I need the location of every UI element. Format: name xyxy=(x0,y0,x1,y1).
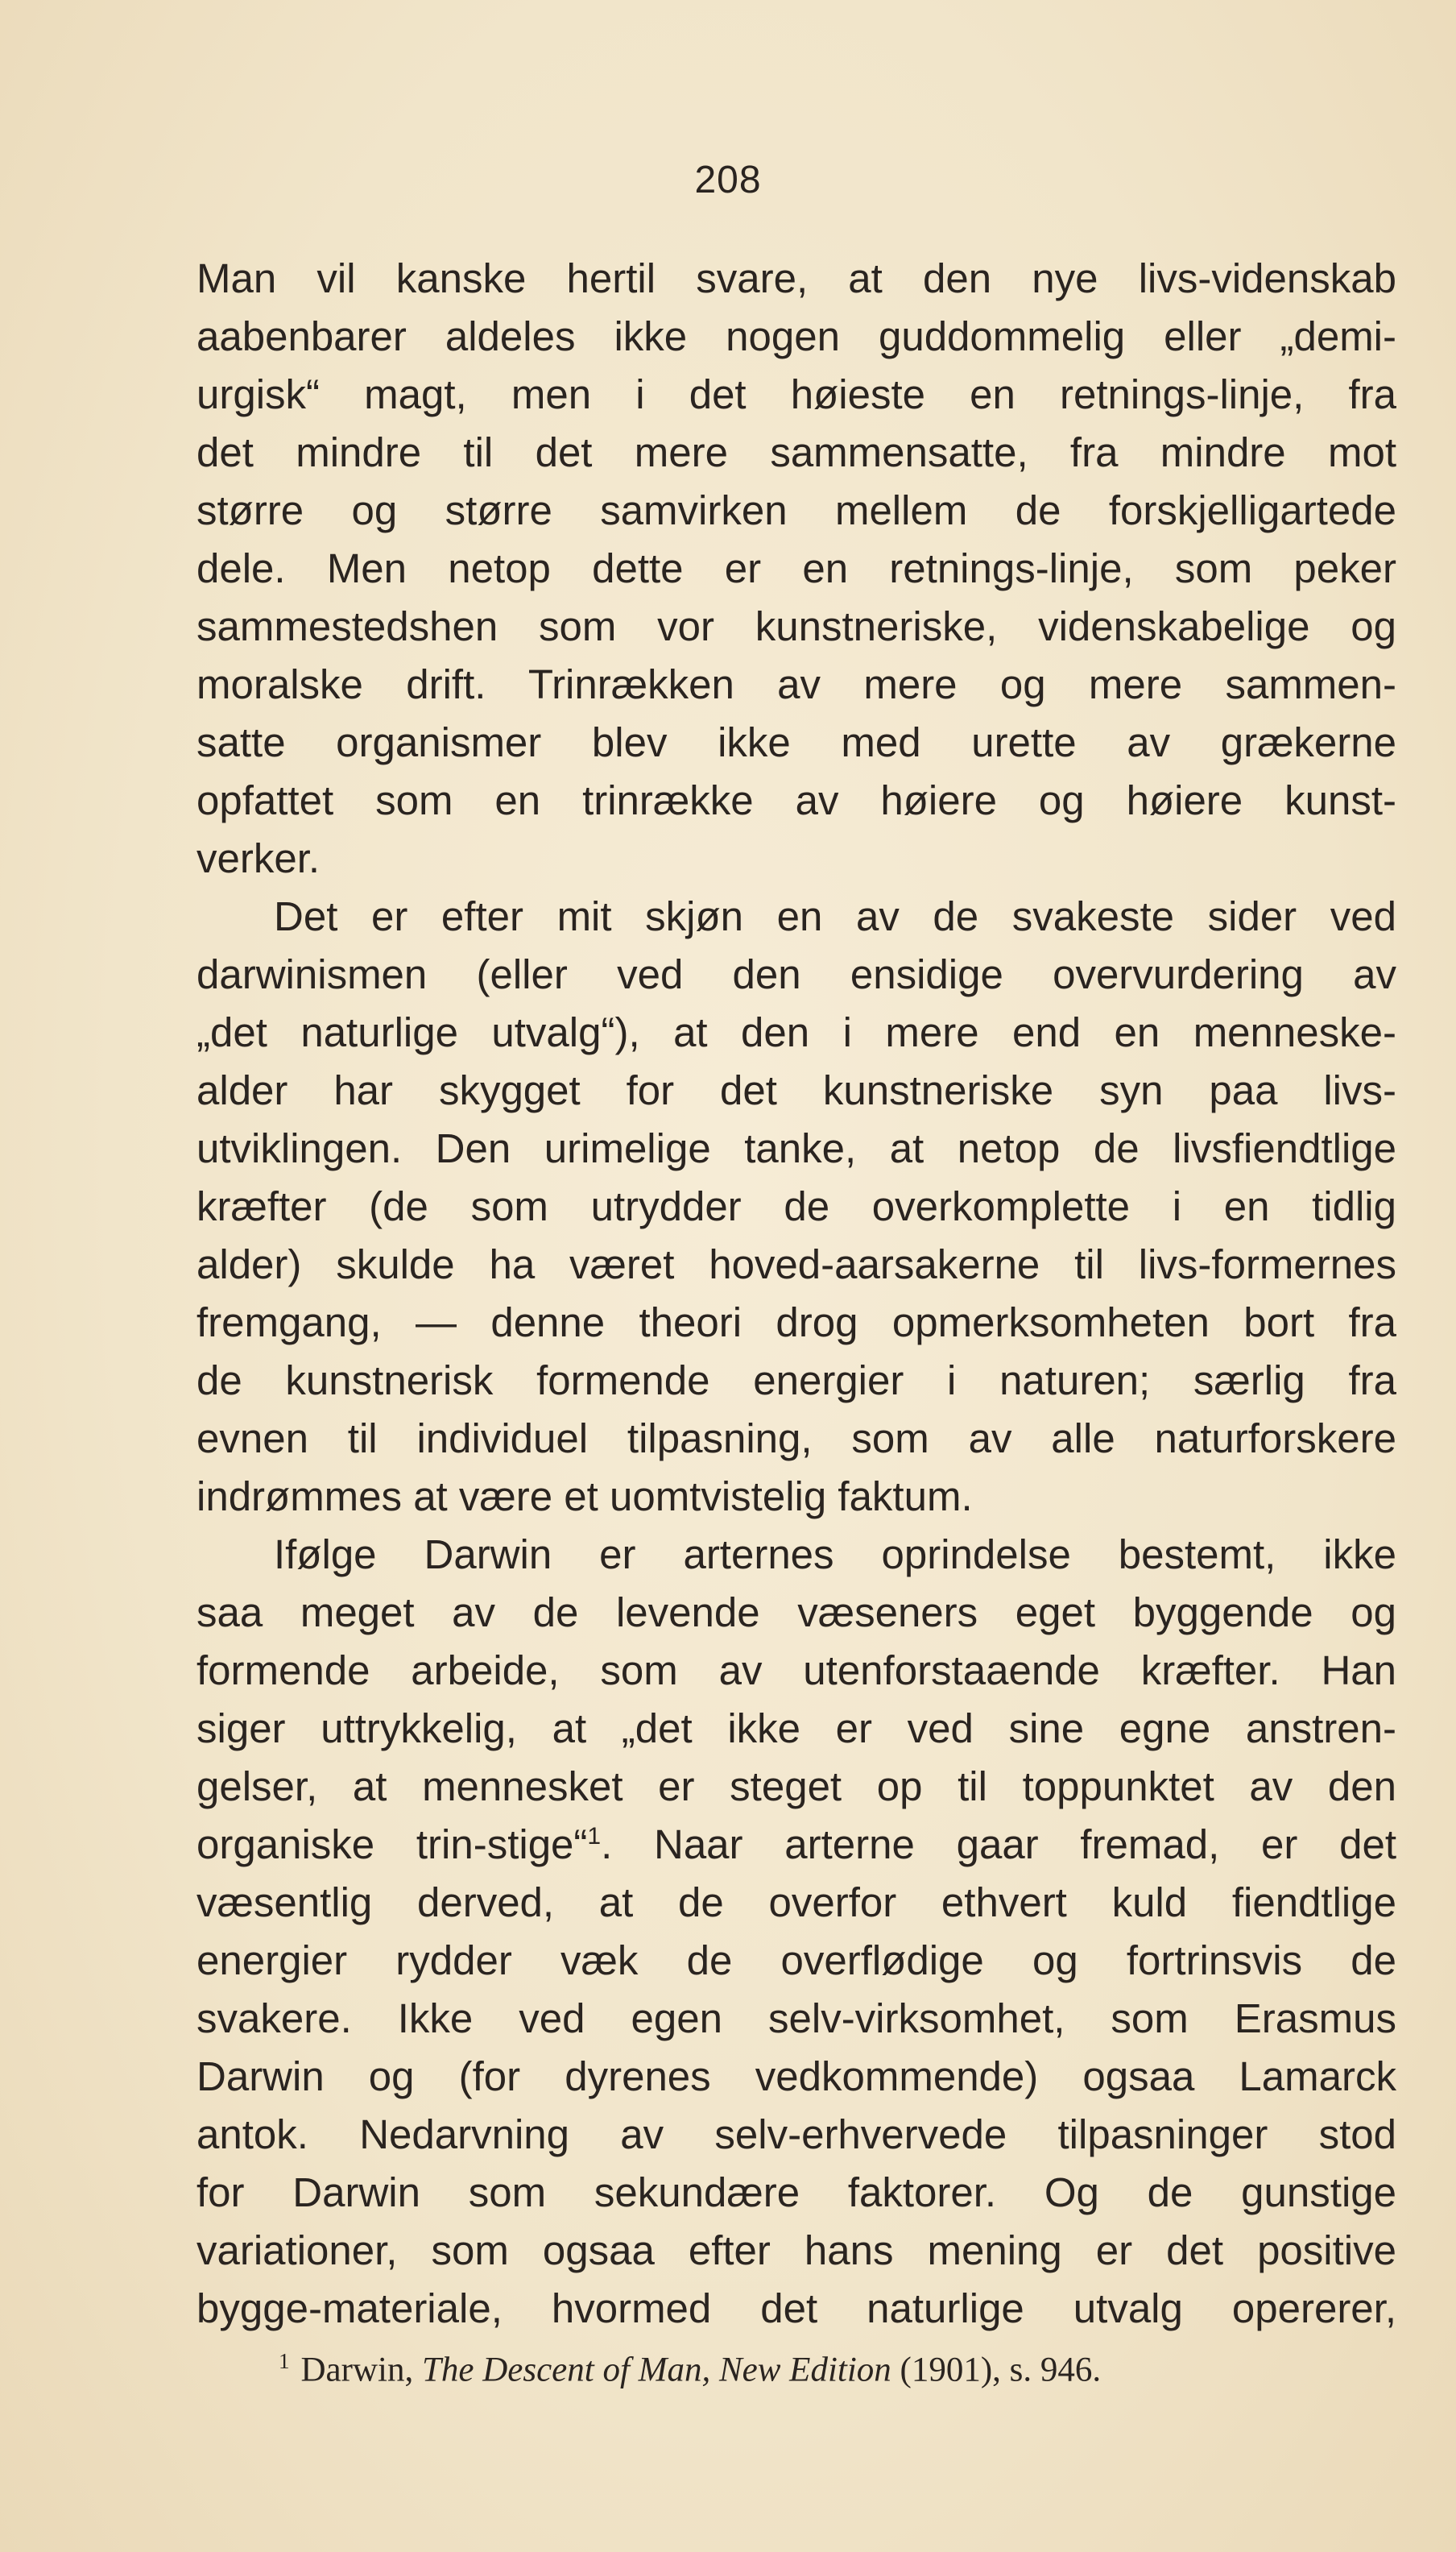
text-line: bygge-materiale, hvormed det naturlige utvalg opererer, xyxy=(196,2285,1396,2331)
text-line: „det naturlige utvalg“), at den i mere end en menneske- xyxy=(196,1009,1396,1055)
text-line: variationer, som ogsaa efter hans mening er det positive xyxy=(196,2227,1396,2273)
text-line: urgisk“ magt, men i det høieste en retnings-linje, fra xyxy=(196,371,1396,417)
text-line: antok. Nedarvning av selv-erhvervede tilpasninger stod xyxy=(196,2111,1396,2157)
footnote-title: The Descent of Man, New Edition xyxy=(421,2351,891,2389)
text-line: fremgang, — denne theori drog opmerksomheten bort fra xyxy=(196,1299,1396,1345)
text-line: siger uttrykkelig, at „det ikke er ved sine egne anstren- xyxy=(196,1705,1396,1751)
text-fragment: organiske trin-stige“ xyxy=(196,1821,588,1867)
text-line: de kunstnerisk formende energier i naturen; særlig fra xyxy=(196,1357,1396,1403)
footnote-mark: 1 xyxy=(279,2349,290,2373)
text-line: Ifølge Darwin er arternes oprindelse bestemt, ikke xyxy=(274,1531,1396,1577)
text-line: sammestedshen som vor kunstneriske, videnskabelige og xyxy=(196,603,1396,649)
text-line: alder har skygget for det kunstneriske syn paa livs- xyxy=(196,1067,1396,1113)
footnote-rest: (1901), s. 946. xyxy=(900,2351,1102,2389)
text-line: kræfter (de som utrydder de overkomplette i en tidlig xyxy=(196,1183,1396,1229)
body-text xyxy=(196,250,1396,2338)
text-line: Darwin og (for dyrenes vedkommende) ogsaa Lamarck xyxy=(196,2053,1396,2099)
text-line: svakere. Ikke ved egen selv-virksomhet, som Erasmus xyxy=(196,1995,1396,2041)
text-line: satte organismer blev ikke med urette av grækerne xyxy=(196,719,1396,765)
text-line: utviklingen. Den urimelige tanke, at netop de livsfiendtlige xyxy=(196,1125,1396,1171)
text-line: væsentlig derved, at de overfor ethvert kuld fiendtlige xyxy=(196,1879,1396,1925)
text-line: verker. xyxy=(196,835,321,881)
text-line: evnen til individuel tilpasning, som av alle naturforskere xyxy=(196,1415,1396,1461)
footnote-reference: 1 xyxy=(587,1823,602,1850)
text-line: større og større samvirken mellem de forskjelligartede xyxy=(196,487,1396,533)
text-line: alder) skulde ha været hoved-aarsakerne til livs-formernes xyxy=(196,1241,1396,1287)
text-line: gelser, at mennesket er steget op til toppunktet av den xyxy=(196,1763,1396,1809)
text-line: Man vil kanske hertil svare, at den nye livs-videnskab xyxy=(196,255,1396,301)
text-line: saa meget av de levende væseners eget byggende og xyxy=(196,1589,1396,1635)
text-line: darwinismen (eller ved den ensidige overvurdering av xyxy=(196,951,1396,997)
text-line: indrømmes at være et uomtvistelig faktum. xyxy=(196,1473,973,1519)
text-line: moralske drift. Trinrækken av mere og mere sammen- xyxy=(196,661,1396,707)
text-line: det mindre til det mere sammensatte, fra mindre mot xyxy=(196,429,1396,475)
text-line: dele. Men netop dette er en retnings-linje, som peker xyxy=(196,545,1396,591)
text-line: aabenbarer aldeles ikke nogen guddommelig eller „demi- xyxy=(196,313,1396,359)
text-line: for Darwin som sekundære faktorer. Og de gunstige xyxy=(196,2169,1396,2215)
text-line: formende arbeide, som av utenforstaaende kræfter. Han xyxy=(196,1647,1396,1693)
footnote xyxy=(279,2349,1101,2389)
text-fragment: . Naar arterne gaar fremad, er det xyxy=(601,1821,1396,1867)
text-line: Det er efter mit skjøn en av de svakeste sider ved xyxy=(274,893,1396,939)
footnote-author: Darwin, xyxy=(300,2351,414,2389)
text-line-with-footnote xyxy=(196,1816,1396,1874)
page-number: 208 xyxy=(694,159,762,201)
text-line: energier rydder væk de overflødige og fortrinsvis de xyxy=(196,1937,1396,1983)
text-line: opfattet som en trinrække av høiere og høiere kunst- xyxy=(196,777,1396,823)
